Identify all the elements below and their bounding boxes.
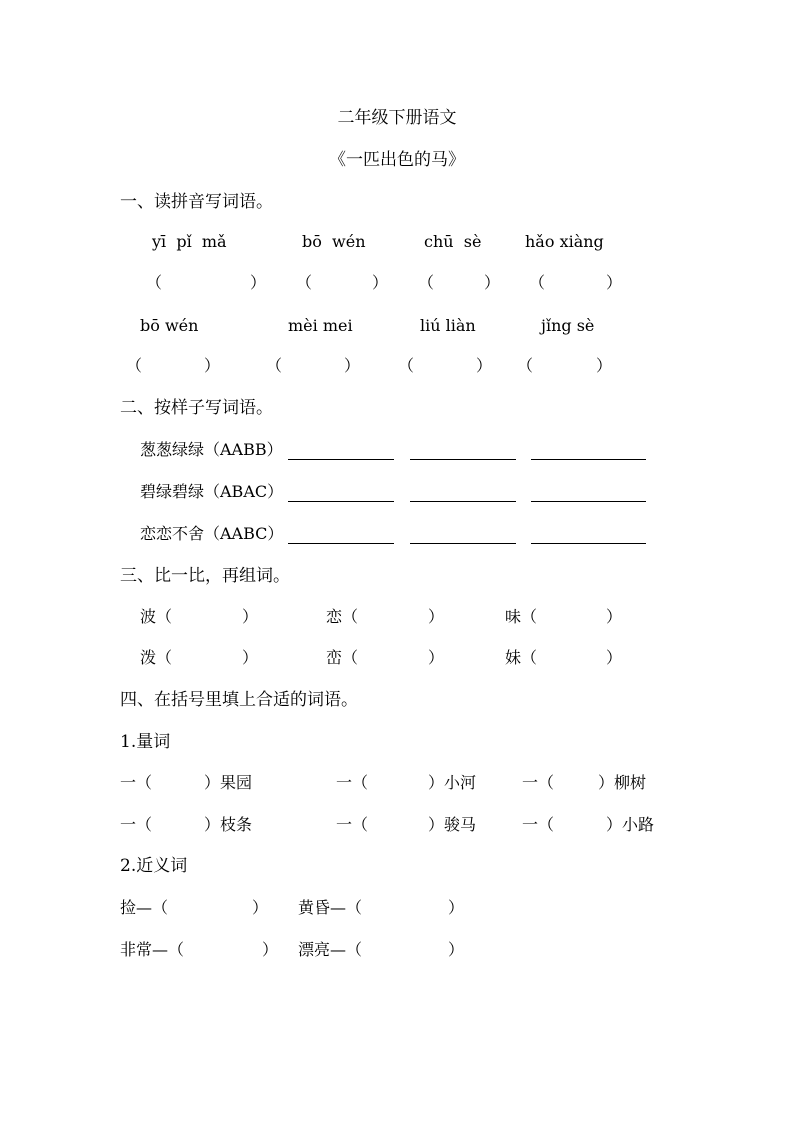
pinyin: hǎo xiàng — [525, 232, 604, 251]
answer-bracket-open: （ — [266, 356, 283, 375]
pinyin: yī pǐ mǎ — [152, 232, 227, 251]
measure-word-prefix: 一（ — [336, 815, 369, 834]
measure-word-suffix: ）小河 — [428, 773, 477, 792]
subsection-heading: 1.量词 — [120, 732, 171, 752]
section-3-heading: 三、比一比，再组词。 — [120, 566, 290, 586]
answer-line[interactable] — [288, 443, 394, 460]
measure-word-suffix: ）骏马 — [428, 815, 477, 834]
answer-bracket-close: ） — [204, 356, 221, 375]
measure-word-suffix: ）柳树 — [598, 773, 647, 792]
answer-bracket-close: ） — [606, 273, 623, 292]
answer-bracket-close: ） — [448, 940, 465, 959]
compare-char: 波（ — [140, 607, 173, 626]
answer-bracket-close: ） — [242, 648, 259, 667]
section-1-heading: 一、读拼音写词语。 — [120, 192, 273, 212]
synonym-prompt: 漂亮—（ — [298, 940, 363, 959]
answer-bracket-close: ） — [596, 356, 613, 375]
answer-bracket-close: ） — [242, 607, 259, 626]
document-subtitle: 《一匹出色的马》 — [329, 150, 465, 170]
answer-bracket-close: ） — [428, 607, 445, 626]
measure-word-suffix: ）果园 — [204, 773, 253, 792]
section-4-heading: 四、在括号里填上合适的词语。 — [120, 690, 358, 710]
answer-line[interactable] — [288, 527, 394, 544]
answer-line[interactable] — [288, 485, 394, 502]
pinyin: chū sè — [424, 232, 482, 251]
answer-bracket-close: ） — [252, 898, 269, 917]
compare-char: 峦（ — [326, 648, 359, 667]
answer-line[interactable] — [410, 443, 516, 460]
pattern-example: 恋恋不舍（AABC） — [140, 524, 284, 543]
document-title: 二年级下册语文 — [337, 108, 457, 128]
answer-bracket-open: （ — [418, 273, 435, 292]
answer-line[interactable] — [410, 485, 516, 502]
compare-char: 妹（ — [505, 648, 538, 667]
subsection-heading: 2.近义词 — [120, 856, 188, 876]
compare-char: 泼（ — [140, 648, 173, 667]
measure-word-prefix: 一（ — [522, 815, 555, 834]
compare-char: 味（ — [505, 607, 538, 626]
answer-line[interactable] — [410, 527, 516, 544]
compare-char: 恋（ — [326, 607, 359, 626]
measure-word-prefix: 一（ — [120, 773, 153, 792]
synonym-prompt: 非常—（ — [120, 940, 185, 959]
pattern-example: 碧绿碧绿（ABAC） — [140, 482, 284, 501]
pattern-example: 葱葱绿绿（AABB） — [140, 440, 283, 459]
answer-bracket-close: ） — [606, 648, 623, 667]
answer-bracket-close: ） — [372, 273, 389, 292]
section-2-heading: 二、按样子写词语。 — [120, 398, 273, 418]
answer-bracket-open: （ — [146, 273, 163, 292]
measure-word-suffix: ）枝条 — [204, 815, 253, 834]
answer-bracket-close: ） — [484, 273, 501, 292]
measure-word-prefix: 一（ — [120, 815, 153, 834]
measure-word-suffix: ）小路 — [606, 815, 655, 834]
pinyin: mèi mei — [288, 316, 353, 335]
answer-bracket-open: （ — [517, 356, 534, 375]
pinyin: bō wén — [302, 232, 366, 251]
answer-bracket-close: ） — [262, 940, 279, 959]
pinyin: jǐng sè — [541, 316, 595, 335]
answer-bracket-close: ） — [428, 648, 445, 667]
measure-word-prefix: 一（ — [336, 773, 369, 792]
answer-bracket-close: ） — [476, 356, 493, 375]
synonym-prompt: 捡—（ — [120, 898, 169, 917]
answer-line[interactable] — [531, 485, 646, 502]
answer-bracket-open: （ — [398, 356, 415, 375]
answer-bracket-open: （ — [296, 273, 313, 292]
answer-bracket-close: ） — [448, 898, 465, 917]
pinyin: liú liàn — [420, 316, 476, 335]
answer-bracket-open: （ — [529, 273, 546, 292]
measure-word-prefix: 一（ — [522, 773, 555, 792]
answer-bracket-close: ） — [344, 356, 361, 375]
answer-bracket-close: ） — [250, 273, 267, 292]
synonym-prompt: 黄昏—（ — [298, 898, 363, 917]
answer-bracket-open: （ — [126, 356, 143, 375]
pinyin: bō wén — [140, 316, 199, 335]
answer-line[interactable] — [531, 443, 646, 460]
answer-bracket-close: ） — [606, 607, 623, 626]
answer-line[interactable] — [531, 527, 646, 544]
